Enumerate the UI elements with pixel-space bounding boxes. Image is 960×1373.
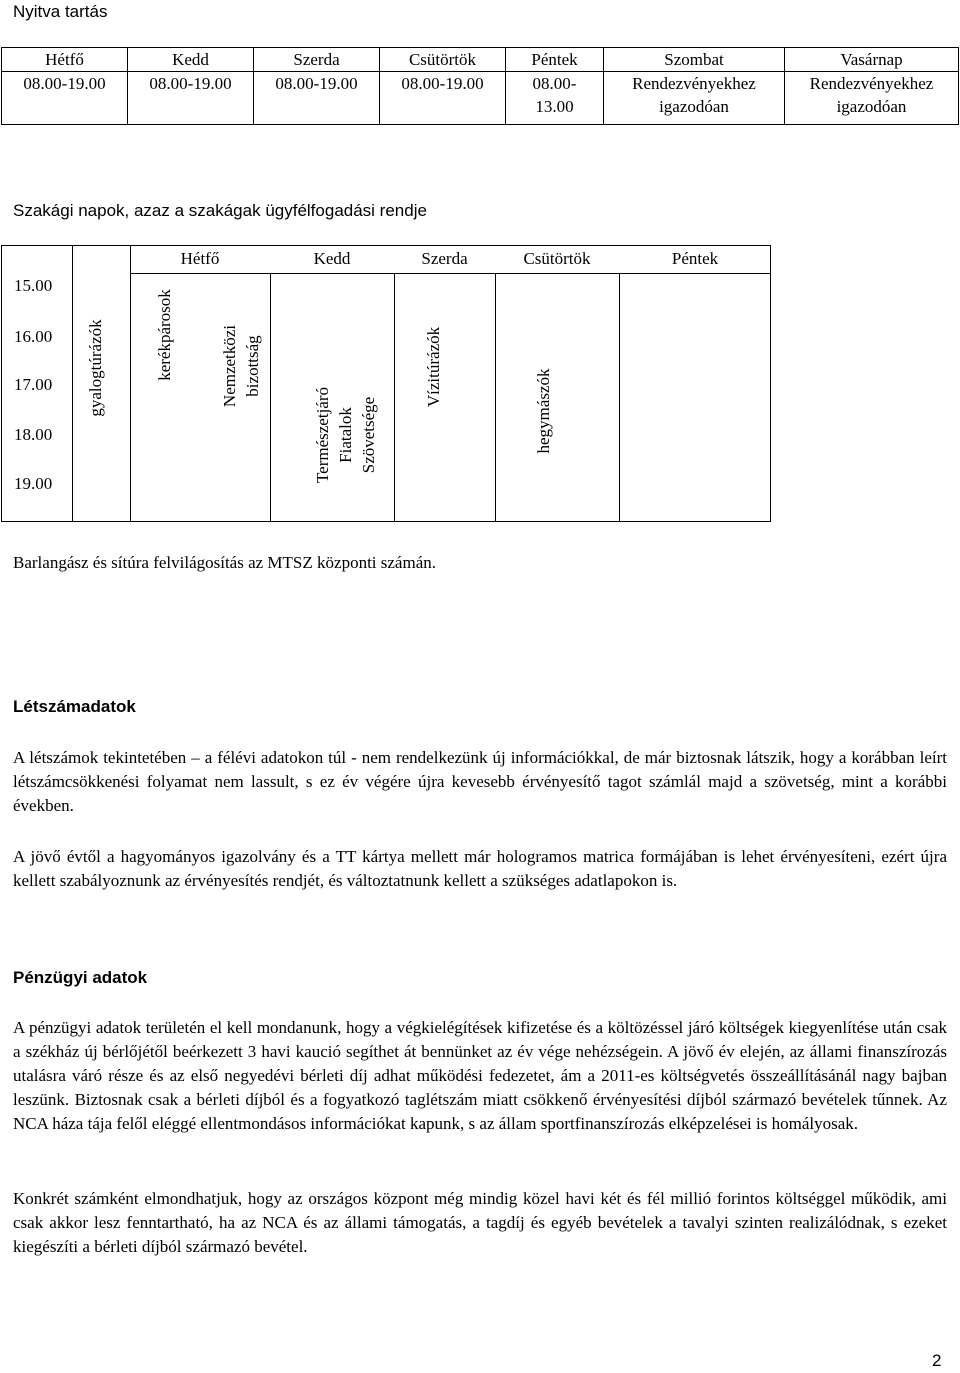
opening-hours-title: Nyitva tartás <box>13 2 108 21</box>
grid-line <box>130 246 131 521</box>
hours-cell: Rendezvényekhez igazodóan <box>785 72 959 125</box>
hours-cell: 08.00- 13.00 <box>506 72 604 125</box>
day-cell: Vasárnap <box>785 48 959 72</box>
group-label: hegymászók <box>534 368 553 454</box>
staff-paragraph-2: A jövő évtől a hagyományos igazolvány és a TT kártya mellett már hologramos matrica formájában is lehet érvényesíteni, ezért újra kellett szabályoznunk az érvényesítés rendjét, és változtatnunk kellett a szükséges adatlapokon is. <box>13 847 947 890</box>
day-cell: Szombat <box>604 48 785 72</box>
finance-heading: Pénzügyi adatok <box>13 968 148 987</box>
hours-cell: 08.00-19.00 <box>380 72 506 125</box>
branch-day-header: Kedd <box>313 249 351 268</box>
group-label: Természetjáró Fiatalok Szövetsége <box>313 386 378 484</box>
hours-cell: 08.00-19.00 <box>254 72 380 125</box>
group-label: Nemzetközi bizottság <box>220 324 262 408</box>
day-cell: Hétfő <box>2 48 128 72</box>
finance-paragraph-1: A pénzügyi adatok területén el kell mondanunk, hogy a végkielégítések kifizetése és a költözéssel járó költségek kiegyenlítése után csak a székház új bérlőjétől beérkezett 3 havi kaució segíthet át bennünket az év vége nehézségein. A jövő év elején, az állami finanszírozás utalásra váró része és az első negyedévi bérleti díj adhat működési fedezetet, ám a 2011-es költségvetés összeállításánál nagy bajban leszünk. Biztosnak csak a bérleti díjból és a fogyatkozó taglétszám miatt csökkenő érvényesítési díjból származó bevételek tűnnek. Az NCA háza tája felől eléggé ellentmondásos információkat kapunk, s az állam sportfinanszírozás elképzelései is homályosak. <box>13 1018 947 1133</box>
group-label: Vízitúrázók <box>424 326 443 408</box>
time-label: 15.00 <box>14 276 53 295</box>
grid-line <box>270 273 271 521</box>
staff-heading: Létszámadatok <box>13 697 136 716</box>
hours-cell: 08.00-19.00 <box>2 72 128 125</box>
grid-line <box>72 246 73 521</box>
day-cell: Péntek <box>506 48 604 72</box>
time-label: 17.00 <box>14 375 53 394</box>
day-cell: Csütörtök <box>380 48 506 72</box>
finance-paragraph-2: Konkrét számként elmondhatjuk, hogy az országos központ még mindig közel havi két és fél millió forintos költséggel működik, ami csak akkor lesz fenntartható, ha az NCA és az állami támogatás, a tagdíj és egyéb bevételek a tavalyi szinten realizálódnak, s ezeket kiegészíti a bérleti díjból származó bevétel. <box>13 1189 947 1256</box>
grid-line <box>619 273 620 521</box>
time-label: 19.00 <box>14 474 53 493</box>
grid-line <box>495 273 496 521</box>
branch-days-grid <box>1 245 771 522</box>
group-label: gyalogtúrázók <box>86 319 105 417</box>
hours-cell: 08.00-19.00 <box>128 72 254 125</box>
opening-days-row <box>2 48 959 72</box>
branch-days-title: Szakági napok, azaz a szakágak ügyfélfogadási rendje <box>13 201 427 220</box>
day-cell: Kedd <box>128 48 254 72</box>
grid-line <box>394 273 395 521</box>
time-label: 16.00 <box>14 327 53 346</box>
day-cell: Szerda <box>254 48 380 72</box>
page-number: 2 <box>932 1351 942 1370</box>
staff-paragraph-1: A létszámok tekintetében – a félévi adatokon túl - nem rendelkezünk új információkkal, de már biztosnak látszik, hogy a korábban leírt létszámcsökkenési folyamat nem lassult, s ez év végére újra kevesebb érvényesítő tagot számlál majd a szövetség, mint a korábbi években. <box>13 748 947 815</box>
branch-day-header: Szerda <box>421 249 468 268</box>
branch-day-header: Csütörtök <box>523 249 591 268</box>
opening-hours-row <box>2 72 959 125</box>
branch-day-header: Hétfő <box>180 249 220 268</box>
opening-hours-table <box>1 47 959 125</box>
branch-day-header: Péntek <box>671 249 719 268</box>
branch-note: Barlangász és sítúra felvilágosítás az MTSZ központi számán. <box>13 553 436 572</box>
hours-cell: Rendezvényekhez igazodóan <box>604 72 785 125</box>
time-label: 18.00 <box>14 425 53 444</box>
group-label: kerékpárosok <box>155 289 174 381</box>
